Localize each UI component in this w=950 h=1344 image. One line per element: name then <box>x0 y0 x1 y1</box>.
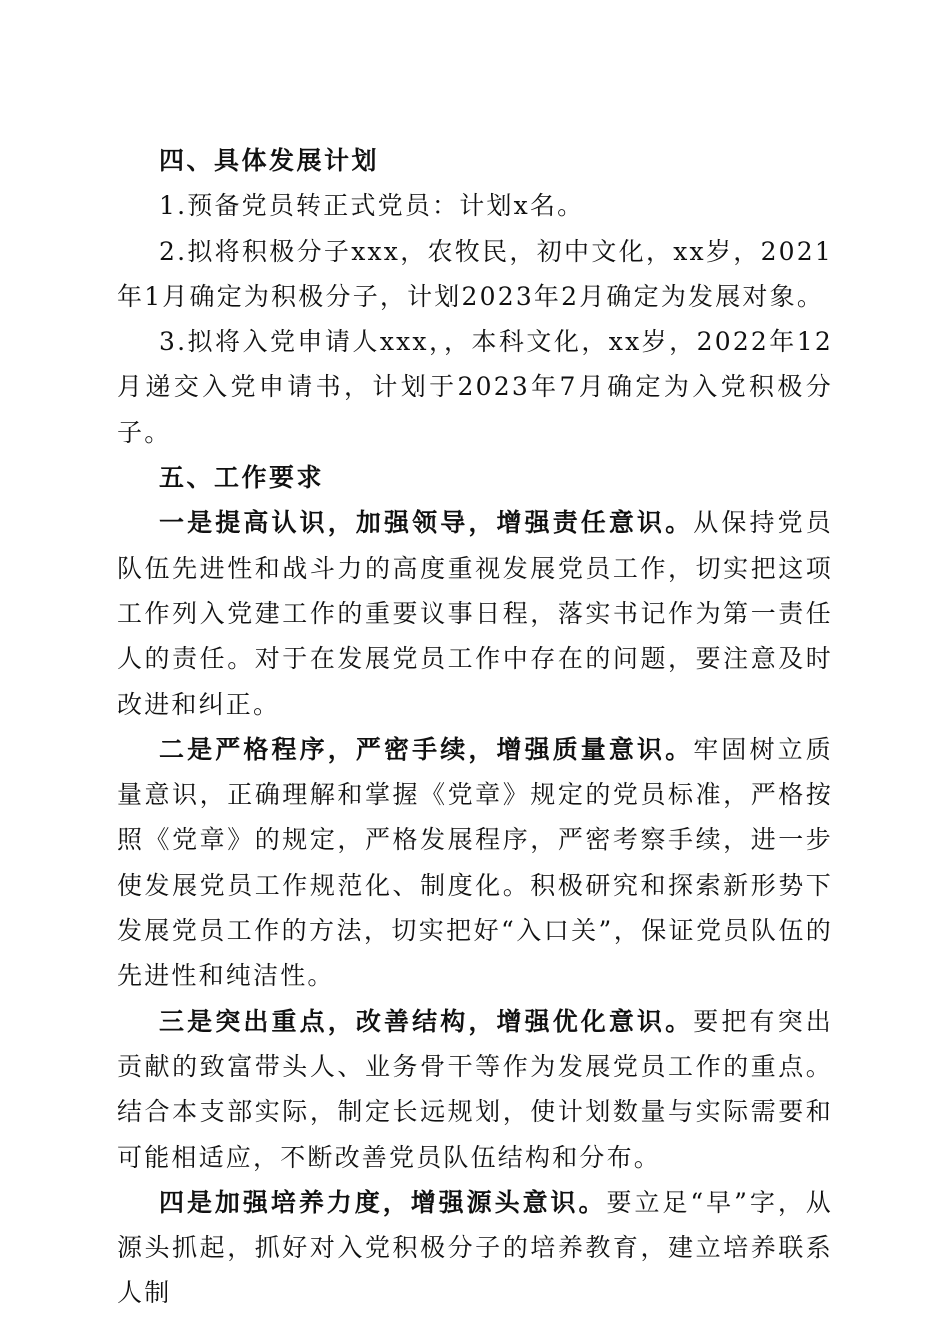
requirement-lead-3: 三是突出重点，改善结构，增强优化意识。 <box>159 1006 694 1036</box>
plan-item-3: 3.拟将入党申请人xxx，，本科文化，xx岁，2022年12月递交入党申请书，计划于2023年7月确定为入党积极分子。 <box>117 327 833 447</box>
section-heading-plan: 四、具体发展计划 <box>159 146 380 175</box>
requirement-body-2: 牢固树立质量意识，正确理解和掌握《党章》规定的党员标准，严格按照《党章》的规定，严格发展程序，严密考察手续，进一步使发展党员工作规范化、制度化。积极研究和探索新形势下发展党员工作的方法，切实把好“入口关”，保证党员队伍的先进性和纯洁性。 <box>117 734 833 991</box>
requirement-body-1: 从保持党员队伍先进性和战斗力的高度重视发展党员工作，切实把这项工作列入党建工作的重要议事日程，落实书记作为第一责任人的责任。对于在发展党员工作中存在的问题，要注意及时改进和纠正。 <box>117 508 833 719</box>
requirement-lead-1: 一是提高认识，加强领导，增强责任意识。 <box>159 508 694 538</box>
requirement-lead-2: 二是严格程序，严密手续，增强质量意识。 <box>159 734 694 764</box>
requirement-paragraph-2 <box>117 727 833 999</box>
requirement-body-4: 要立足“早”字，从源头抓起，抓好对入党积极分子的培养教育，建立培养联系人制 <box>117 1187 833 1308</box>
requirement-body-3: 要把有突出贡献的致富带头人、业务骨干等作为发展党员工作的重点。结合本支部实际，制定长远规划，使计划数量与实际需要和可能相适应，不断改善党员队伍结构和分布。 <box>117 1006 833 1172</box>
plan-item-2: 2.拟将积极分子xxx，农牧民，初中文化，xx岁，2021年1月确定为积极分子，计划2023年2月确定为发展对象。 <box>117 236 833 311</box>
requirement-paragraph-4 <box>117 1180 833 1316</box>
plan-item-1: 1.预备党员转正式党员：计划x名。 <box>159 191 585 221</box>
requirement-lead-4: 四是加强培养力度，增强源头意识。 <box>159 1187 607 1217</box>
document-body <box>117 138 833 1316</box>
section-heading-requirements: 五、工作要求 <box>159 463 325 493</box>
requirement-paragraph-1 <box>117 500 833 726</box>
requirement-paragraph-3 <box>117 999 833 1180</box>
